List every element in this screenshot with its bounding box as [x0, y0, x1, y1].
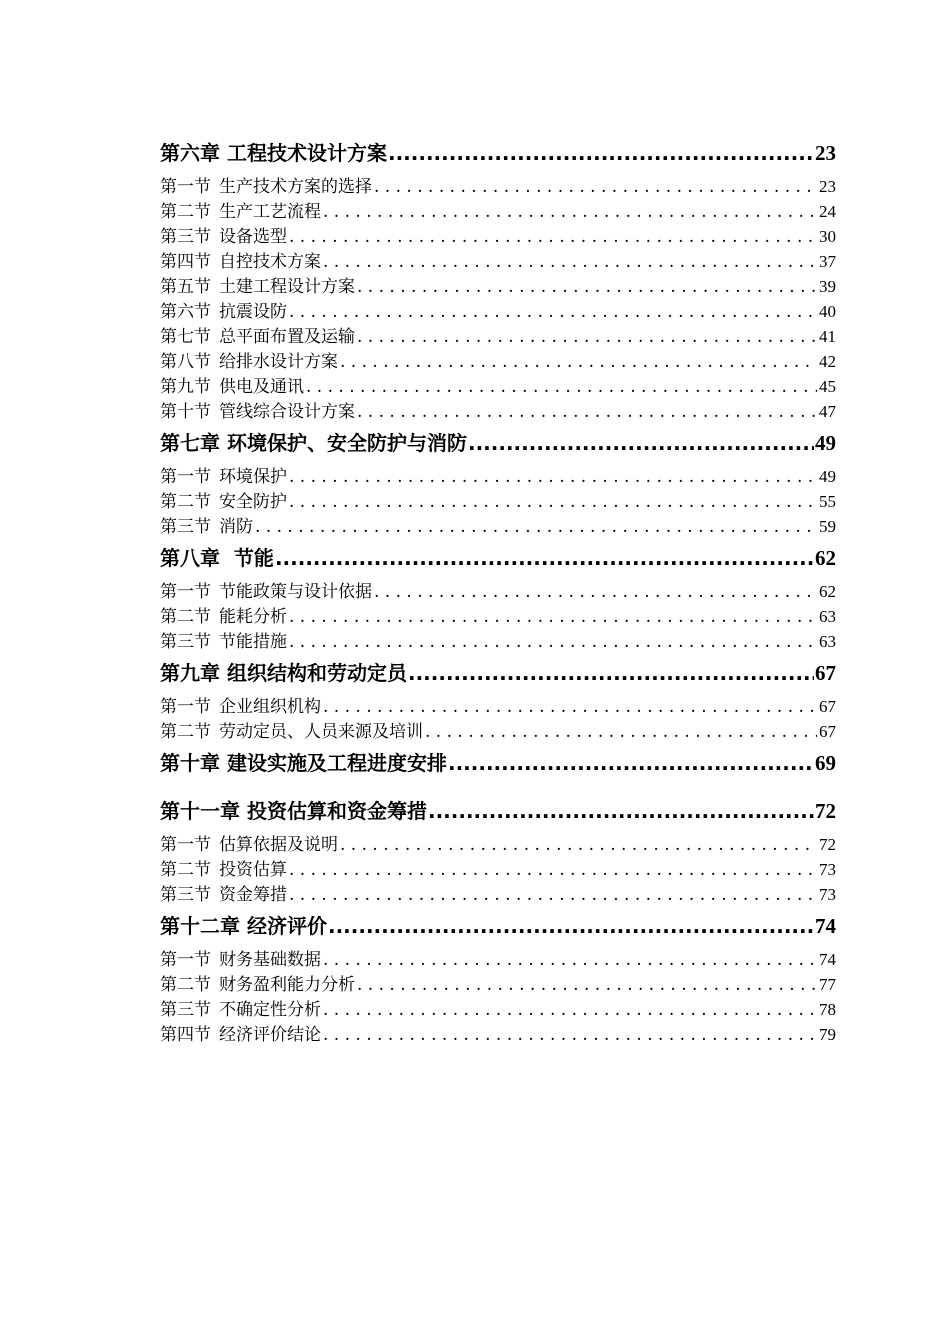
section-title: 能耗分析 [219, 607, 287, 627]
section-title: 节能措施 [219, 632, 287, 652]
section-label: 第二节 [160, 860, 211, 880]
toc-section[interactable] [160, 579, 836, 604]
section-page-number: 23 [819, 177, 836, 196]
toc-section[interactable] [160, 719, 836, 744]
chapter-title: 第九章 组织结构和劳动定员 [160, 661, 407, 685]
dot-leader [255, 515, 817, 540]
chapter-page-number: 67 [815, 661, 836, 685]
section-label: 第六节 [160, 302, 211, 322]
section-title: 劳动定员、人员来源及培训 [219, 722, 423, 742]
section-label: 第三节 [160, 1000, 211, 1020]
dot-leader [357, 400, 817, 425]
toc-chapter-8[interactable] [160, 541, 836, 575]
toc-section[interactable] [160, 604, 836, 629]
dot-leader [323, 200, 817, 225]
section-page-number: 78 [819, 1000, 836, 1019]
dot-leader [289, 490, 817, 515]
toc-section[interactable] [160, 249, 836, 274]
section-title: 生产工艺流程 [219, 202, 321, 222]
dot-leader [357, 973, 817, 998]
section-label: 第二节 [160, 722, 211, 742]
section-page-number: 24 [819, 202, 836, 221]
section-page-number: 62 [819, 582, 836, 601]
dot-leader [408, 656, 814, 690]
section-label: 第三节 [160, 227, 211, 247]
toc-chapter-12[interactable] [160, 909, 836, 943]
chapter-title: 第六章 工程技术设计方案 [160, 141, 387, 165]
section-title: 经济评价结论 [219, 1025, 321, 1045]
section-label: 第三节 [160, 632, 211, 652]
section-page-number: 67 [819, 697, 836, 716]
section-label: 第一节 [160, 950, 211, 970]
toc-chapter-9[interactable] [160, 656, 836, 690]
section-label: 第一节 [160, 697, 211, 717]
section-page-number: 40 [819, 302, 836, 321]
section-title: 管线综合设计方案 [219, 402, 355, 422]
chapter-title: 第十章 建设实施及工程进度安排 [160, 751, 447, 775]
dot-leader [425, 720, 817, 745]
toc-section[interactable] [160, 324, 836, 349]
toc-section[interactable] [160, 349, 836, 374]
section-label: 第三节 [160, 517, 211, 537]
chapter-title: 第十二章 经济评价 [160, 914, 327, 938]
toc-section[interactable] [160, 174, 836, 199]
dot-leader [323, 250, 817, 275]
section-label: 第十节 [160, 402, 211, 422]
toc-chapter-11[interactable] [160, 794, 836, 828]
section-page-number: 63 [819, 632, 836, 651]
dot-leader [374, 175, 817, 200]
section-title: 财务基础数据 [219, 950, 321, 970]
section-label: 第一节 [160, 177, 211, 197]
toc-section[interactable] [160, 857, 836, 882]
dot-leader [289, 605, 817, 630]
section-title: 给排水设计方案 [219, 352, 338, 372]
dot-leader [428, 794, 814, 828]
toc-section[interactable] [160, 399, 836, 424]
toc-section[interactable] [160, 997, 836, 1022]
dot-leader [275, 541, 814, 575]
section-title: 设备选型 [219, 227, 287, 247]
section-title: 节能政策与设计依据 [219, 582, 372, 602]
section-label: 第三节 [160, 885, 211, 905]
section-title: 抗震设防 [219, 302, 287, 322]
section-title: 资金筹措 [219, 885, 287, 905]
toc-chapter-7[interactable] [160, 426, 836, 460]
toc-section[interactable] [160, 947, 836, 972]
section-page-number: 55 [819, 492, 836, 511]
dot-leader [323, 695, 817, 720]
chapter-page-number: 74 [815, 914, 836, 938]
section-page-number: 41 [819, 327, 836, 346]
toc-section[interactable] [160, 514, 836, 539]
section-title: 自控技术方案 [219, 252, 321, 272]
section-page-number: 63 [819, 607, 836, 626]
dot-leader [340, 833, 817, 858]
section-label: 第四节 [160, 252, 211, 272]
toc-section[interactable] [160, 374, 836, 399]
section-page-number: 42 [819, 352, 836, 371]
section-label: 第五节 [160, 277, 211, 297]
dot-leader [289, 630, 817, 655]
dot-leader [306, 375, 817, 400]
section-title: 消防 [219, 517, 253, 537]
section-label: 第八节 [160, 352, 211, 372]
section-title: 总平面布置及运输 [219, 327, 355, 347]
dot-leader [388, 136, 814, 170]
section-page-number: 45 [819, 377, 836, 396]
section-page-number: 74 [819, 950, 836, 969]
section-title: 环境保护 [219, 467, 287, 487]
section-page-number: 49 [819, 467, 836, 486]
section-label: 第二节 [160, 202, 211, 222]
chapter-page-number: 23 [815, 141, 836, 165]
section-page-number: 77 [819, 975, 836, 994]
chapter-page-number: 69 [815, 751, 836, 775]
section-title: 企业组织机构 [219, 697, 321, 717]
dot-leader [289, 465, 817, 490]
dot-leader [468, 426, 814, 460]
toc-section[interactable] [160, 882, 836, 907]
section-label: 第一节 [160, 582, 211, 602]
section-title: 安全防护 [219, 492, 287, 512]
dot-leader [289, 858, 817, 883]
dot-leader [323, 948, 817, 973]
toc-section[interactable] [160, 299, 836, 324]
dot-leader [289, 225, 817, 250]
dot-leader [357, 325, 817, 350]
section-page-number: 59 [819, 517, 836, 536]
dot-leader [289, 883, 817, 908]
dot-leader [448, 746, 814, 780]
section-label: 第二节 [160, 607, 211, 627]
section-label: 第四节 [160, 1025, 211, 1045]
section-page-number: 73 [819, 860, 836, 879]
section-page-number: 72 [819, 835, 836, 854]
section-label: 第七节 [160, 327, 211, 347]
toc-section[interactable] [160, 464, 836, 489]
section-page-number: 67 [819, 722, 836, 741]
toc-section[interactable] [160, 489, 836, 514]
section-page-number: 79 [819, 1025, 836, 1044]
toc-chapter-6[interactable] [160, 136, 836, 170]
section-title: 生产技术方案的选择 [219, 177, 372, 197]
section-page-number: 47 [819, 402, 836, 421]
chapter-title: 第八章 节能 [160, 546, 274, 570]
section-title: 土建工程设计方案 [219, 277, 355, 297]
section-title: 估算依据及说明 [219, 835, 338, 855]
toc-section[interactable] [160, 832, 836, 857]
chapter-title: 第十一章 投资估算和资金筹措 [160, 799, 427, 823]
toc-section[interactable] [160, 1022, 836, 1047]
section-label: 第二节 [160, 492, 211, 512]
dot-leader [328, 909, 814, 943]
chapter-page-number: 62 [815, 546, 836, 570]
toc-section[interactable] [160, 694, 836, 719]
chapter-page-number: 72 [815, 799, 836, 823]
toc-chapter-10[interactable] [160, 746, 836, 780]
toc-section[interactable] [160, 274, 836, 299]
section-title: 供电及通讯 [219, 377, 304, 397]
section-page-number: 37 [819, 252, 836, 271]
section-page-number: 39 [819, 277, 836, 296]
dot-leader [340, 350, 817, 375]
section-title: 不确定性分析 [219, 1000, 321, 1020]
section-title: 投资估算 [219, 860, 287, 880]
section-label: 第九节 [160, 377, 211, 397]
section-label: 第一节 [160, 835, 211, 855]
section-label: 第一节 [160, 467, 211, 487]
section-label: 第二节 [160, 975, 211, 995]
table-of-contents [160, 134, 836, 1047]
toc-section[interactable] [160, 629, 836, 654]
dot-leader [323, 1023, 817, 1048]
toc-section[interactable] [160, 224, 836, 249]
chapter-title: 第七章 环境保护、安全防护与消防 [160, 431, 467, 455]
section-title: 财务盈利能力分析 [219, 975, 355, 995]
section-page-number: 30 [819, 227, 836, 246]
chapter-page-number: 49 [815, 431, 836, 455]
toc-section[interactable] [160, 199, 836, 224]
dot-leader [357, 275, 817, 300]
dot-leader [323, 998, 817, 1023]
toc-section[interactable] [160, 972, 836, 997]
dot-leader [374, 580, 817, 605]
dot-leader [289, 300, 817, 325]
section-page-number: 73 [819, 885, 836, 904]
